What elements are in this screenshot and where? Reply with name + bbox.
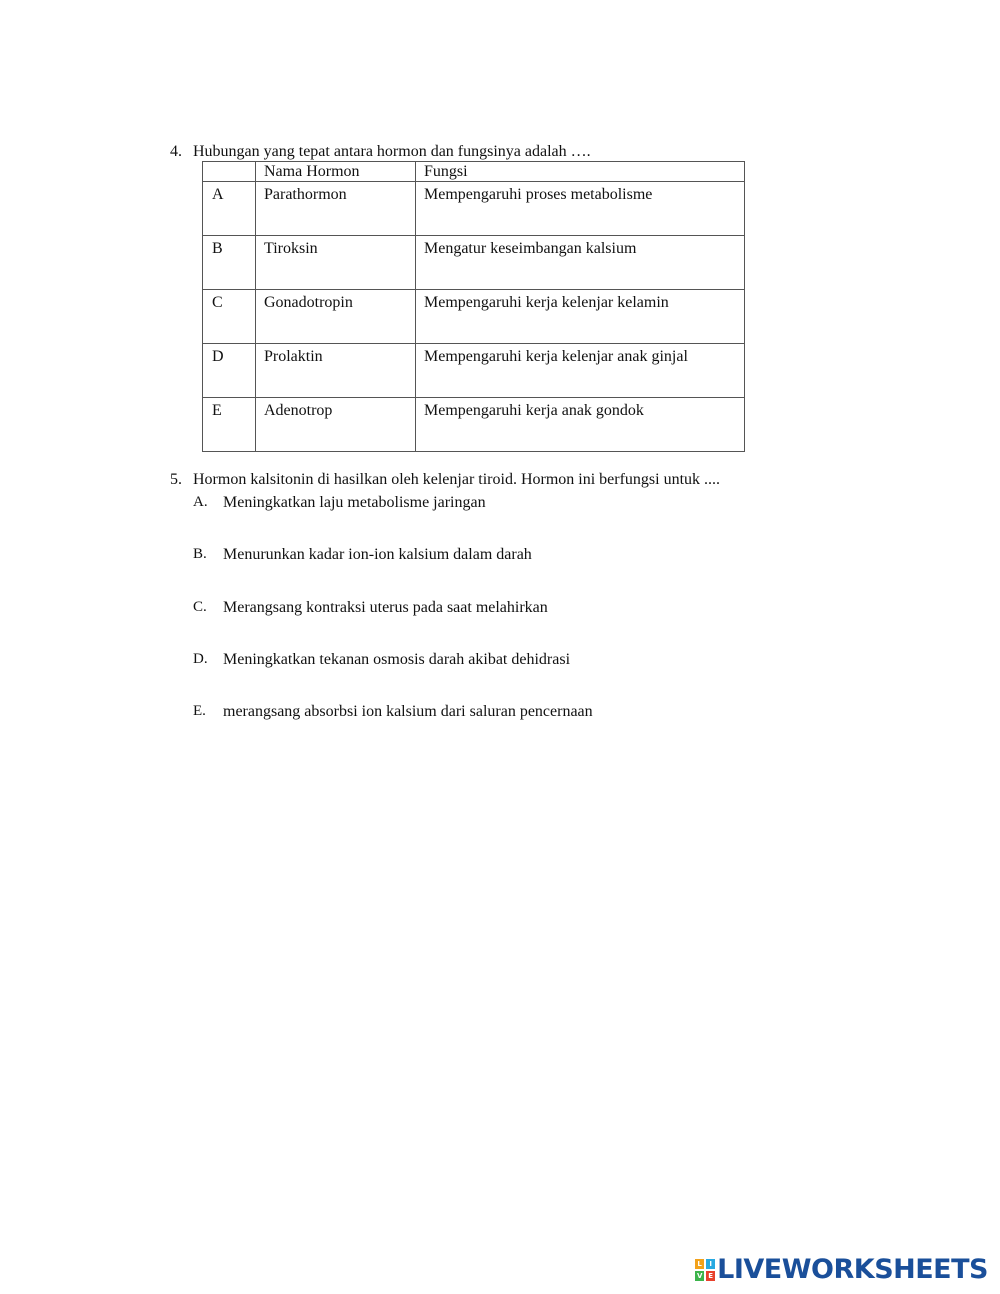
row-hormone: Adenotrop	[256, 398, 416, 452]
row-letter: A	[203, 182, 256, 236]
row-function: Mengatur keseimbangan kalsium	[416, 236, 745, 290]
option-a[interactable]	[193, 493, 593, 545]
header-cell-function: Fungsi	[416, 162, 745, 182]
question-5	[170, 470, 930, 489]
logo-tile: E	[706, 1271, 715, 1281]
option-letter: E.	[193, 703, 206, 720]
option-d[interactable]	[193, 650, 593, 702]
row-function: Mempengaruhi kerja kelenjar kelamin	[416, 290, 745, 344]
table-row	[203, 236, 745, 290]
option-text: Menurunkan kadar ion-ion kalsium dalam darah	[223, 546, 532, 564]
option-letter: D.	[193, 650, 208, 667]
row-hormone: Tiroksin	[256, 236, 416, 290]
option-letter: A.	[193, 494, 208, 510]
row-letter: B	[203, 236, 256, 290]
option-letter: C.	[193, 598, 207, 615]
option-c[interactable]	[193, 598, 593, 650]
table-header-row	[203, 162, 745, 182]
row-hormone: Parathormon	[256, 182, 416, 236]
header-cell-letter	[203, 162, 256, 182]
row-letter: E	[203, 398, 256, 452]
question-4	[170, 142, 930, 161]
option-text: Meningkatkan laju metabolisme jaringan	[223, 494, 486, 511]
question-5-text: Hormon kalsitonin di hasilkan oleh kelenjar tiroid. Hormon ini berfungsi untuk ....	[193, 471, 721, 488]
table-row	[203, 182, 745, 236]
header-cell-hormone: Nama Hormon	[256, 162, 416, 182]
row-letter: D	[203, 344, 256, 398]
hormone-table	[202, 161, 745, 452]
option-text: Meningkatkan tekanan osmosis darah akibat dehidrasi	[223, 650, 571, 668]
question-5-options	[193, 493, 593, 754]
logo-tile: L	[695, 1259, 704, 1269]
table-row	[203, 398, 745, 452]
option-text: merangsang absorbsi ion kalsium dari saluran pencernaan	[223, 703, 593, 721]
question-5-number: 5.	[170, 471, 182, 488]
logo-tile: I	[706, 1259, 715, 1269]
option-e[interactable]	[193, 702, 593, 754]
liveworksheets-logo[interactable]	[695, 1254, 988, 1285]
live-logo-icon	[695, 1259, 715, 1281]
option-letter: B.	[193, 546, 207, 563]
question-4-number: 4.	[170, 143, 182, 160]
row-function: Mempengaruhi kerja anak gondok	[416, 398, 745, 452]
row-hormone: Prolaktin	[256, 344, 416, 398]
logo-tile: V	[696, 1271, 703, 1280]
row-function: Mempengaruhi proses metabolisme	[416, 182, 745, 236]
table-row	[203, 344, 745, 398]
question-4-text: Hubungan yang tepat antara hormon dan fungsinya adalah ….	[193, 143, 591, 160]
option-text: Merangsang kontraksi uterus pada saat melahirkan	[223, 598, 548, 616]
row-hormone: Gonadotropin	[256, 290, 416, 344]
table-row	[203, 290, 745, 344]
row-letter: C	[203, 290, 256, 344]
brand-name: LIVEWORKSHEETS	[717, 1254, 988, 1285]
option-b[interactable]	[193, 545, 593, 597]
row-function: Mempengaruhi kerja kelenjar anak ginjal	[416, 344, 745, 398]
